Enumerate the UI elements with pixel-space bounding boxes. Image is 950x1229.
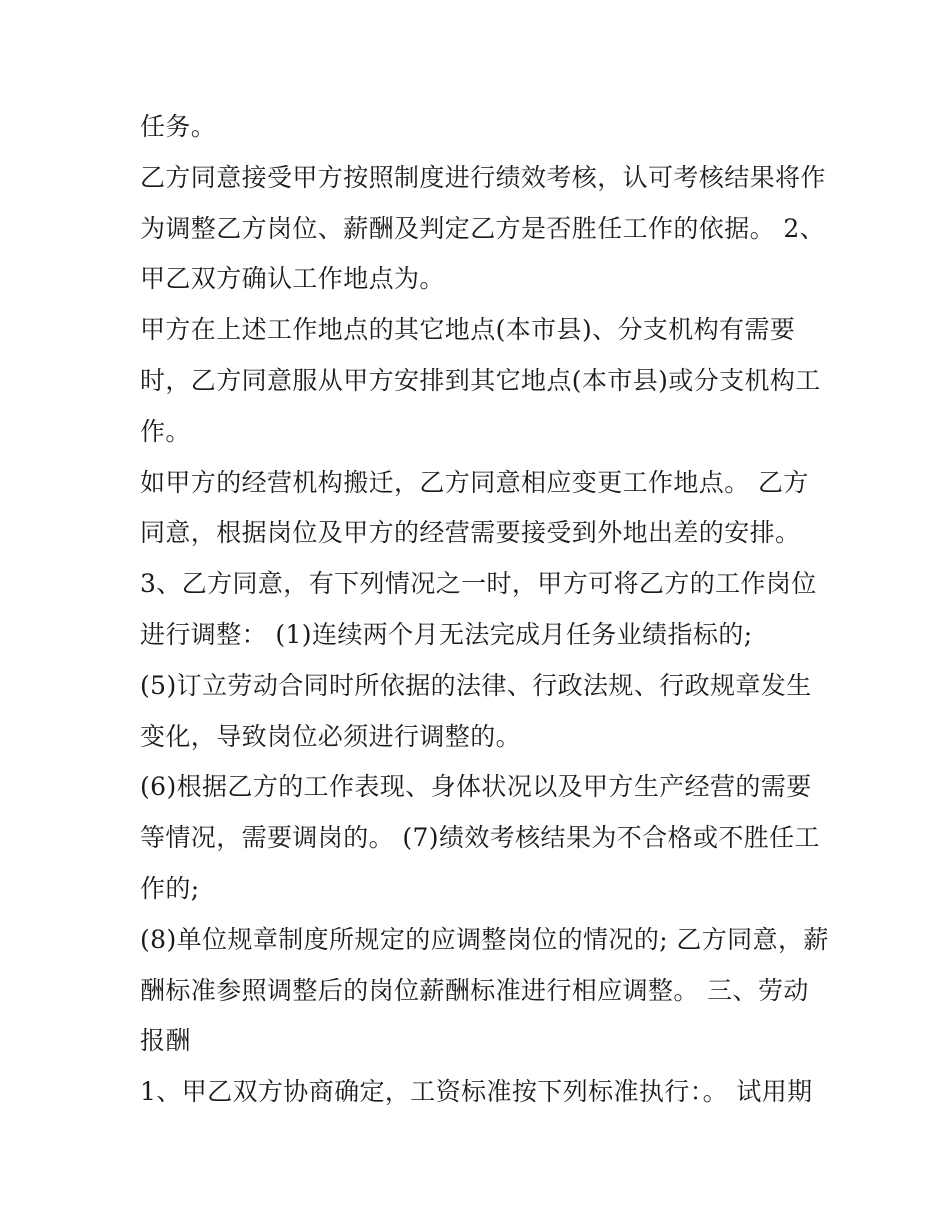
text-line: 1、甲乙双方协商确定，工资标准按下列标准执行：。 试用期 [140, 1077, 813, 1107]
text-line: 酬标准参照调整后的岗位薪酬标准进行相应调整。 三、劳动 [140, 975, 809, 1005]
text-line: 乙方同意接受甲方按照制度进行绩效考核，认可考核结果将作 [140, 162, 826, 192]
text-line: (5)订立劳动合同时所依据的法律、行政法规、行政规章发生 [140, 670, 812, 700]
text-line: 如甲方的经营机构搬迁，乙方同意相应变更工作地点。 乙方 [140, 467, 809, 497]
text-line: 甲方在上述工作地点的其它地点(本市县)、分支机构有需要 [140, 315, 796, 345]
text-line: 时，乙方同意服从甲方安排到其它地点(本市县)或分支机构工 [140, 365, 821, 395]
text-line: 变化，导致岗位必须进行调整的。 [140, 721, 522, 751]
text-line: 进行调整： (1)连续两个月无法完成月任务业绩指标的; [140, 619, 753, 649]
text-line: 甲乙双方确认工作地点为。 [140, 264, 445, 294]
text-line: (6)根据乙方的工作表现、身体状况以及甲方生产经营的需要 [140, 772, 812, 802]
text-line: (8)单位规章制度所规定的应调整岗位的情况的; 乙方同意，薪 [140, 924, 829, 954]
text-line: 等情况，需要调岗的。 (7)绩效考核结果为不合格或不胜任工 [140, 823, 820, 853]
text-line: 3、乙方同意，有下列情况之一时，甲方可将乙方的工作岗位 [140, 569, 817, 599]
text-line: 作。 [140, 416, 191, 446]
text-line: 报酬 [140, 1026, 191, 1056]
text-line: 作的; [140, 873, 200, 903]
document-body [140, 102, 830, 1118]
text-line: 为调整乙方岗位、薪酬及判定乙方是否胜任工作的依据。 2、 [140, 213, 826, 243]
text-line: 任务。 [140, 112, 217, 141]
text-line: 同意，根据岗位及甲方的经营需要接受到外地出差的安排。 [140, 518, 801, 548]
